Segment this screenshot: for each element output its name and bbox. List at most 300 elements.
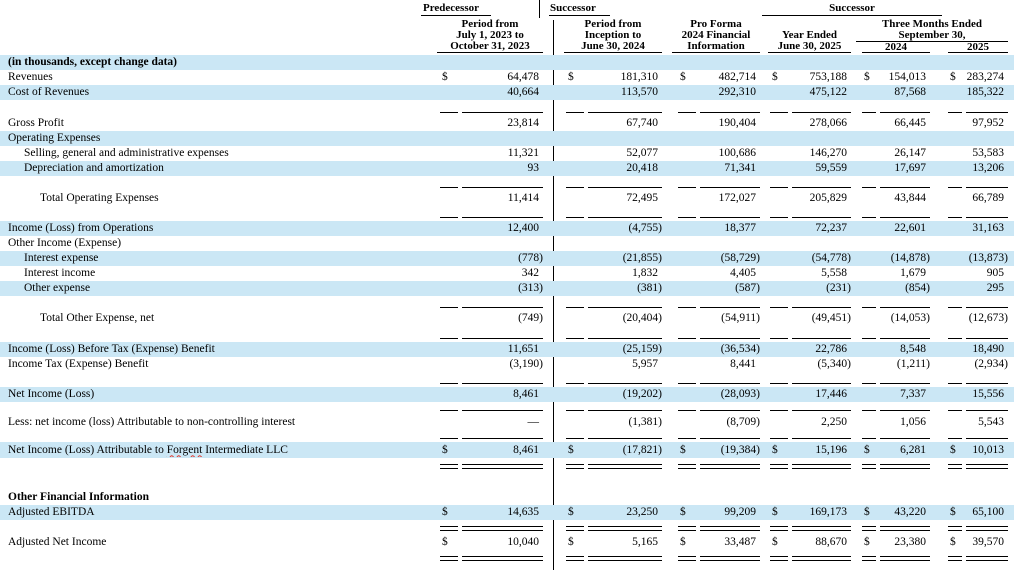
dollar-cell [566,251,588,266]
double-rule-line [948,556,962,561]
double-rule-line [966,526,1008,531]
dollar-cell: $ [950,71,956,83]
single-rule-line [440,112,458,113]
single-rule-line [792,338,851,339]
dollar-cell [948,131,966,146]
dollar-cell [770,55,792,70]
amount-cell [966,236,1008,251]
double-rule-line [440,556,458,561]
dollar-cell [566,85,588,100]
single-rule-line [948,112,962,113]
dollar-cell [770,85,792,100]
amount-cell [588,372,662,387]
amount-cell: 26,147 [894,147,926,159]
amount-cell: 11,321 [507,147,539,159]
amount-cell: (1,211) [896,358,930,370]
table-row [0,70,1014,85]
dollar-cell [566,116,588,131]
dollar-cell [440,161,462,176]
dollar-cell [770,414,792,430]
amount-cell [966,326,1008,342]
dollar-cell [566,146,588,161]
dollar-cell [440,458,462,472]
single-rule-line [700,187,760,188]
single-rule-line [462,410,543,411]
table-row [0,266,1014,281]
row-label: Other expense [24,282,91,294]
single-rule-line [880,338,930,339]
dollar-cell: $ [772,71,778,83]
amount-cell: 205,829 [809,192,847,204]
blank-row [0,472,1014,490]
header-line: July 1, 2023 to [456,29,524,41]
double-rule-line [700,526,760,531]
amount-cell: — [527,415,539,428]
amount-cell [588,550,662,562]
single-rule-line [880,112,930,113]
dollar-cell [440,342,462,357]
dollar-cell: $ [568,71,574,83]
amount-cell [880,296,930,311]
single-rule-line [440,307,458,308]
amount-cell [700,372,760,387]
dollar-cell: $ [680,71,686,83]
dollar-cell: $ [680,443,686,456]
dollar-cell [678,387,700,402]
dollar-cell [566,326,588,342]
single-rule-line [566,112,584,113]
table-row [0,505,1014,520]
dollar-cell [566,206,588,221]
amount-cell [966,550,1008,562]
table-row [0,236,1014,251]
single-rule-line [862,338,876,339]
single-rule-line [770,187,788,188]
amount-cell: 52,077 [626,147,658,159]
column-header-year-2025: 2025 [948,42,1008,53]
amount-cell: (19,202) [622,388,662,400]
dollar-cell [566,281,588,296]
single-rule-line [770,338,788,339]
dollar-cell: $ [950,506,956,518]
dollar-cell [566,372,588,387]
header-line: October 31, 2023 [450,40,530,52]
amount-cell: 8,461 [513,443,539,456]
dollar-cell [862,55,880,70]
dollar-cell [566,472,588,490]
single-rule-line [862,187,876,188]
amount-cell: (854) [905,282,930,294]
table-row [0,357,1014,372]
amount-cell: 1,056 [900,415,926,428]
table-row [0,251,1014,266]
dollar-cell [770,116,792,131]
amount-cell [462,472,543,490]
double-rule-line [948,464,962,469]
single-rule-line [566,307,584,308]
dollar-cell [948,430,966,442]
header-line: June 30, 2025 [777,40,842,52]
row-label: Adjusted EBITDA [8,506,95,518]
amount-cell [700,472,760,490]
rule-row [0,520,1014,534]
dollar-cell [678,414,700,430]
single-rule-line [678,383,696,384]
dollar-cell [862,342,880,357]
amount-cell [700,402,760,414]
amount-cell [880,430,930,442]
amount-cell [588,490,662,505]
double-rule-line [566,464,584,469]
single-rule-line [966,307,1008,308]
amount-cell: 1,832 [632,267,658,279]
single-rule-line [966,217,1008,218]
amount-cell: (231) [826,282,851,294]
single-rule-line [678,217,696,218]
dollar-cell [862,146,880,161]
amount-cell: 169,173 [809,506,847,518]
amount-cell: 15,196 [815,443,847,456]
dollar-cell [440,281,462,296]
dollar-cell [948,266,966,281]
amount-cell [462,296,543,311]
amount-cell [792,458,851,472]
dollar-cell [862,520,880,534]
double-rule-line [792,464,851,469]
amount-cell: 20,418 [626,162,658,174]
header-line: September 30, [898,29,966,41]
amount-cell: (28,093) [720,388,760,400]
amount-cell: 283,274 [966,71,1004,83]
amount-cell: 97,952 [972,117,1004,129]
dollar-cell [678,191,700,206]
amount-cell: (3,190) [509,358,543,370]
amount-cell [588,236,662,251]
dollar-cell: $ [568,443,574,456]
single-rule-line [948,338,962,339]
dollar-cell [770,311,792,326]
double-rule-line [588,464,662,469]
dollar-cell [678,458,700,472]
amount-cell [880,206,930,221]
dollar-cell: $ [680,506,686,518]
dollar-cell [770,357,792,372]
dollar-cell [862,311,880,326]
single-rule-line [700,410,760,411]
dollar-cell [566,191,588,206]
single-rule-line [678,307,696,308]
dollar-cell [440,55,462,70]
single-rule-line [440,383,458,384]
amount-cell [880,550,930,562]
amount-cell: (14,878) [890,252,930,264]
header-line: Period from [584,18,642,30]
dollar-cell [948,176,966,191]
single-rule-line [566,438,584,439]
single-rule-line [588,187,662,188]
amount-cell [792,236,851,251]
amount-cell: 278,066 [809,117,847,129]
amount-cell: 1,679 [900,267,926,279]
amount-cell: 8,461 [513,388,539,400]
single-rule-line [948,438,962,439]
dollar-cell [678,357,700,372]
amount-cell: 5,558 [821,267,847,279]
amount-cell [792,430,851,442]
single-rule-line [966,187,1008,188]
dollar-cell [440,472,462,490]
dollar-cell [770,326,792,342]
single-rule-line [440,187,458,188]
rule-row [0,550,1014,562]
amount-cell: 67,740 [626,117,658,129]
amount-cell [462,206,543,221]
amount-cell: 172,027 [718,192,756,204]
amount-cell [880,458,930,472]
dollar-cell [440,357,462,372]
dollar-cell [678,206,700,221]
single-rule-line [440,410,458,411]
dollar-cell [678,100,700,116]
amount-cell: 87,568 [894,86,926,98]
amount-cell: (587) [735,282,760,294]
table-row [0,85,1014,100]
dollar-cell [566,236,588,251]
amount-cell [966,176,1008,191]
dollar-cell [770,221,792,236]
amount-cell: 22,601 [894,222,926,234]
dollar-cell: $ [680,535,686,548]
dollar-cell [948,55,966,70]
table-row [0,414,1014,430]
single-rule-line [948,383,962,384]
dollar-cell: $ [568,506,574,518]
dollar-cell: $ [442,506,448,518]
single-rule-line [880,383,930,384]
dollar-cell [770,161,792,176]
dollar-cell [948,458,966,472]
column-header-inception-period [564,20,662,53]
dollar-cell: $ [864,443,870,456]
single-rule-line [948,217,962,218]
dollar-cell [862,85,880,100]
amount-cell: 11,414 [507,192,539,204]
column-header-year-ended [768,20,851,53]
amount-cell: (749) [518,312,543,324]
single-rule-line [966,410,1008,411]
misspelled-word: Forgent [166,443,203,456]
row-label: Adjusted Net Income [8,535,107,548]
dollar-cell [862,296,880,311]
amount-cell [588,296,662,311]
dollar-cell [862,236,880,251]
amount-cell: 181,310 [620,71,658,83]
dollar-cell [862,281,880,296]
dollar-cell: $ [864,506,870,518]
amount-cell [700,100,760,116]
amount-cell [792,206,851,221]
single-rule-line [462,187,543,188]
amount-cell: 753,188 [809,71,847,83]
amount-cell [792,402,851,414]
amount-cell [462,326,543,342]
dollar-cell [862,100,880,116]
single-rule-line [566,217,584,218]
dollar-cell [440,490,462,505]
dollar-cell [862,387,880,402]
dollar-cell [862,161,880,176]
table-row [0,342,1014,357]
amount-cell [462,402,543,414]
header-line: Inception to [584,29,642,41]
amount-cell [966,472,1008,490]
amount-cell [700,458,760,472]
amount-cell: (54,911) [721,312,760,324]
amount-cell: 5,543 [978,415,1004,428]
dollar-cell [862,251,880,266]
dollar-cell [770,490,792,505]
dollar-cell [440,296,462,311]
row-label: (in thousands, except change data) [8,56,178,68]
single-rule-line [462,438,543,439]
single-rule-line [440,217,458,218]
row-label: Net Income (Loss) [8,388,95,400]
double-rule-line [588,526,662,531]
dollar-cell [948,236,966,251]
amount-cell [880,176,930,191]
dollar-cell: $ [442,443,448,456]
amount-cell [792,472,851,490]
table-row [0,146,1014,161]
successor-left-group-header: Successor [549,3,610,16]
amount-cell: 10,013 [972,443,1004,456]
amount-cell: (13,873) [968,252,1008,264]
dollar-cell [770,472,792,490]
amount-cell: 23,380 [894,535,926,548]
amount-cell: 40,664 [507,86,539,98]
dollar-cell: $ [950,443,956,456]
amount-cell [966,100,1008,116]
single-rule-line [862,217,876,218]
table-row [0,534,1014,550]
double-rule-line [770,526,788,531]
dollar-cell [862,206,880,221]
dollar-cell [948,161,966,176]
amount-cell [700,550,760,562]
dollar-cell [440,100,462,116]
amount-cell: 146,270 [809,147,847,159]
table-row [0,387,1014,402]
predecessor-group-header: Predecessor [421,3,491,16]
dollar-cell [566,311,588,326]
column-header-predecessor-period [437,20,543,53]
amount-cell: (1,381) [628,415,662,428]
dollar-cell [440,191,462,206]
single-rule-line [678,438,696,439]
amount-cell: 5,957 [632,358,658,370]
amount-cell [792,520,851,534]
rule-row [0,206,1014,221]
single-rule-line [792,217,851,218]
single-rule-line [792,112,851,113]
amount-cell [966,430,1008,442]
amount-cell: (36,534) [720,343,760,355]
row-label: Less: net income (loss) Attributable to non-controlling interest [8,415,296,428]
amount-cell: 482,714 [718,71,756,83]
amount-cell [588,472,662,490]
amount-cell: 190,404 [718,117,756,129]
dollar-cell [770,372,792,387]
double-rule-line [862,464,876,469]
dollar-cell [948,520,966,534]
dollar-cell [678,146,700,161]
single-rule-line [770,438,788,439]
amount-cell: (17,821) [622,443,662,456]
amount-cell: 88,670 [815,535,847,548]
amount-cell [700,55,760,70]
amount-cell: 64,478 [507,71,539,83]
amount-cell [462,131,543,146]
single-rule-line [588,383,662,384]
dollar-cell [678,236,700,251]
dollar-cell [770,520,792,534]
amount-cell [880,402,930,414]
dollar-cell [862,490,880,505]
single-rule-line [588,410,662,411]
table-row [0,131,1014,146]
amount-cell: (313) [518,282,543,294]
amount-cell [880,490,930,505]
dollar-cell [862,414,880,430]
amount-cell: 39,570 [972,535,1004,548]
amount-cell: 17,697 [894,162,926,174]
header-line: Period from [461,18,519,30]
row-label: Net Income (Loss) Attributable to Forgent Intermediate LLC [8,443,288,456]
row-label: Income Tax (Expense) Benefit [8,358,149,370]
dollar-cell [770,281,792,296]
amount-cell [462,372,543,387]
amount-cell: 11,651 [507,343,539,355]
rule-row [0,430,1014,442]
single-rule-line [948,307,962,308]
dollar-cell [566,414,588,430]
row-label: Other Income (Expense) [8,237,122,249]
amount-cell: 23,814 [507,117,539,129]
dollar-cell [440,221,462,236]
dollar-cell [770,402,792,414]
single-rule-line [862,383,876,384]
dollar-cell [678,55,700,70]
amount-cell [462,100,543,116]
dollar-cell [566,131,588,146]
dollar-cell [678,326,700,342]
amount-cell [700,131,760,146]
dollar-cell [678,251,700,266]
single-rule-line [966,438,1008,439]
single-rule-line [700,307,760,308]
dollar-cell: $ [568,535,574,548]
amount-cell: 65,100 [972,506,1004,518]
dollar-cell [678,161,700,176]
row-label: Total Other Expense, net [40,312,155,324]
single-rule-line [462,307,543,308]
header-line: Three Months Ended [881,18,983,30]
single-rule-line [566,338,584,339]
dollar-cell [770,206,792,221]
amount-cell [880,326,930,342]
single-rule-line [966,112,1008,113]
amount-cell: 22,786 [815,343,847,355]
